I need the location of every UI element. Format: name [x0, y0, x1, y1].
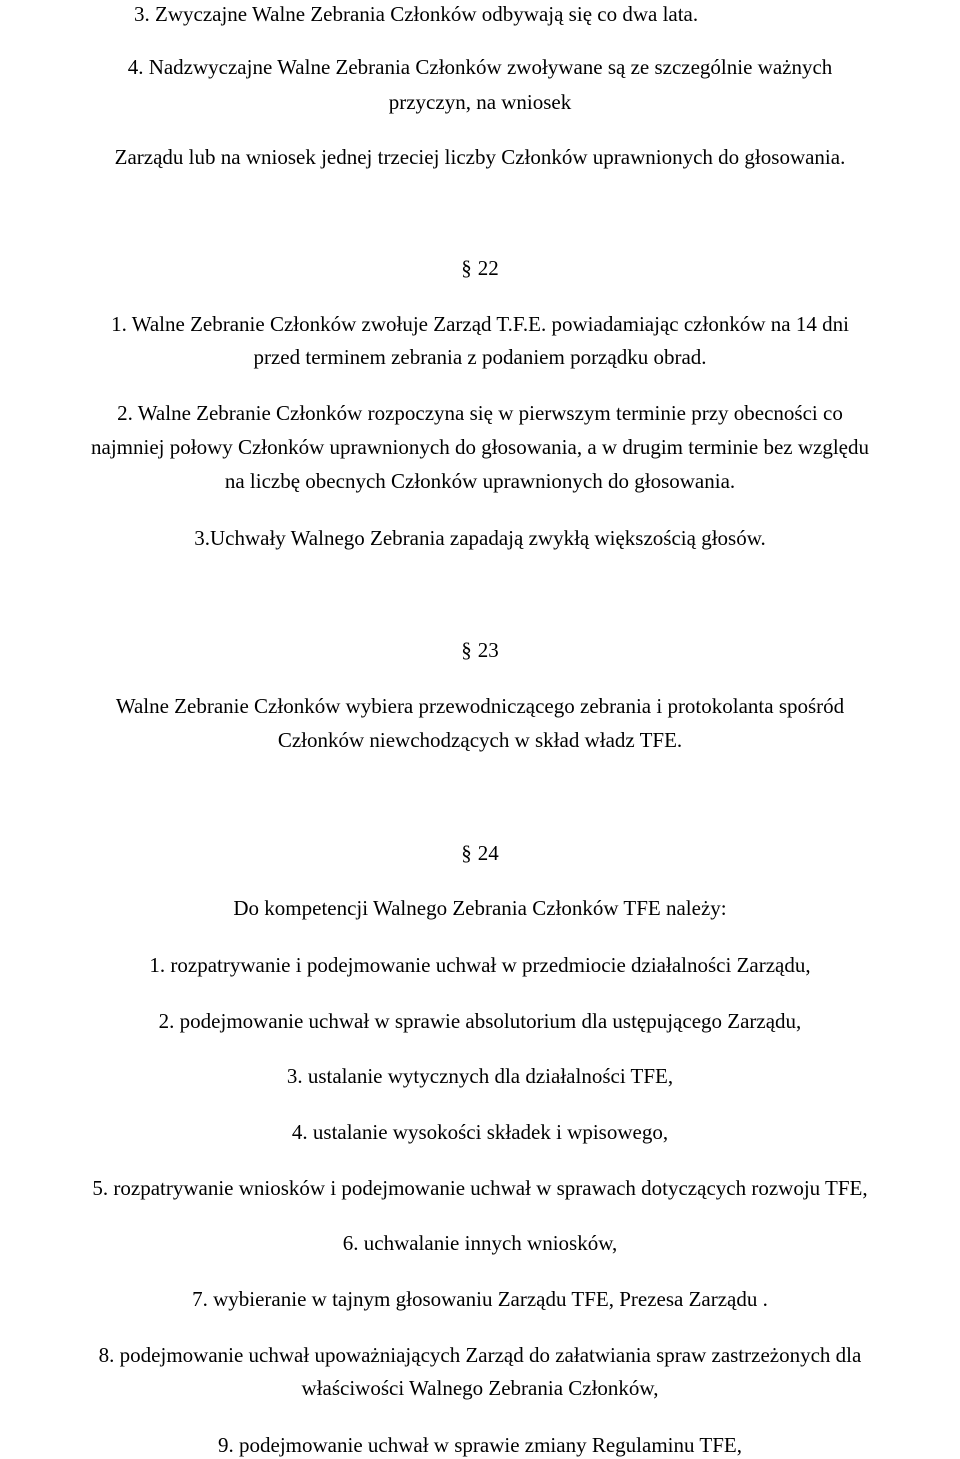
list-item: właściwości Walnego Zebrania Członków,	[301, 1376, 659, 1400]
paragraph-line: 3.Uchwały Walnego Zebrania zapadają zwykłą większością głosów.	[194, 526, 766, 550]
section-number: 23	[477, 638, 499, 662]
paragraph-line: 1. Walne Zebranie Członków zwołuje Zarząd T.F.E. powiadamiając członków na 14 dni	[111, 312, 849, 336]
list-item: 2. podejmowanie uchwał w sprawie absolutorium dla ustępującego Zarządu,	[158, 1009, 802, 1033]
paragraph-line: Walne Zebranie Członków wybiera przewodniczącego zebrania i protokolanta spośród	[115, 694, 845, 718]
list-item: 7. wybieranie w tajnym głosowaniu Zarządu TFE, Prezesa Zarządu .	[192, 1287, 768, 1311]
section-heading-24	[0, 839, 960, 867]
paragraph-line: 2. Walne Zebranie Członków rozpoczyna się w pierwszym terminie przy obecności co	[117, 401, 843, 425]
paragraph-line: Zarządu lub na wniosek jednej trzeciej liczby Członków uprawnionych do głosowania.	[114, 145, 846, 169]
paragraph-line: przyczyn, na wniosek	[388, 90, 572, 114]
section-sign: §	[461, 638, 472, 662]
section-heading-22	[0, 254, 960, 282]
list-item: 4. ustalanie wysokości składek i wpisowego,	[291, 1120, 669, 1144]
section-heading-23	[0, 636, 960, 664]
section-sign: §	[461, 841, 472, 865]
paragraph-line: na liczbę obecnych Członków uprawnionych do głosowania.	[224, 469, 736, 493]
paragraph-line: Do kompetencji Walnego Zebrania Członków TFE należy:	[233, 896, 727, 920]
paragraph-line: Członków niewchodzących w skład władz TFE.	[277, 728, 683, 752]
section-number: 22	[477, 256, 499, 280]
section-sign: §	[461, 256, 472, 280]
list-item: 8. podejmowanie uchwał upoważniających Zarząd do załatwiania spraw zastrzeżonych dla	[98, 1343, 862, 1367]
section-number: 24	[477, 841, 499, 865]
paragraph-line: 3. Zwyczajne Walne Zebrania Członków odbywają się co dwa lata.	[134, 2, 699, 26]
list-item: 5. rozpatrywanie wniosków i podejmowanie uchwał w sprawach dotyczących rozwoju TFE,	[92, 1176, 868, 1200]
list-item: 9. podejmowanie uchwał w sprawie zmiany Regulaminu TFE,	[218, 1433, 742, 1457]
paragraph-line: przed terminem zebrania z podaniem porządku obrad.	[253, 345, 707, 369]
list-item: 3. ustalanie wytycznych dla działalności TFE,	[286, 1064, 674, 1088]
paragraph-line: najmniej połowy Członków uprawnionych do głosowania, a w drugim terminie bez względu	[91, 435, 869, 459]
paragraph-line: 4. Nadzwyczajne Walne Zebrania Członków zwoływane są ze szczególnie ważnych	[127, 55, 833, 79]
list-item: 1. rozpatrywanie i podejmowanie uchwał w przedmiocie działalności Zarządu,	[149, 953, 811, 977]
list-item: 6. uchwalanie innych wniosków,	[342, 1231, 618, 1255]
